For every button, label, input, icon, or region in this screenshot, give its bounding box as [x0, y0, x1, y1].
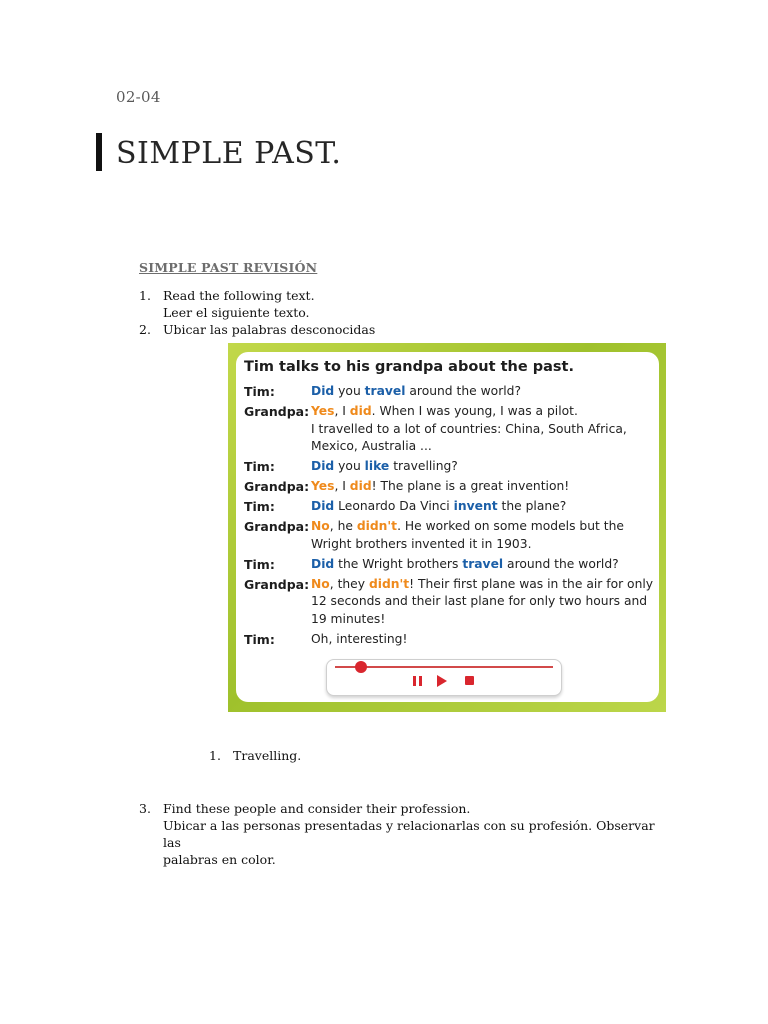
dialogue-row [244, 556, 656, 574]
list-text: Ubicar las palabras desconocidas [163, 322, 376, 337]
list-number: 3. [139, 801, 151, 816]
dialogue-text: Leonardo Da Vinci [334, 499, 454, 513]
dialogue-line [311, 458, 458, 476]
highlight-question-word: travel [364, 384, 406, 398]
highlight-answer-word: didn't [356, 519, 398, 533]
highlight-question-word: Did [311, 499, 335, 513]
dialogue-text: you [334, 459, 365, 473]
speaker-label: Tim: [244, 631, 275, 647]
highlight-answer-word: No [311, 576, 330, 591]
highlight-question-word: invent [453, 499, 498, 513]
dialogue-line [311, 631, 407, 649]
dialogue-row [244, 458, 656, 476]
dialogue-card [236, 352, 659, 702]
dialogue-text: Oh, interesting! [311, 631, 408, 646]
highlight-answer-word: No [311, 519, 330, 533]
highlight-answer-word: Yes [311, 479, 335, 493]
dialogue-text: , I [334, 479, 350, 493]
sub-list-item-1 [209, 747, 509, 765]
dialogue-line [311, 518, 624, 553]
highlight-answer-word: didn't [368, 576, 410, 591]
speaker-label: Grandpa: [244, 479, 310, 494]
dialogue-line [311, 556, 619, 574]
date-label: 02-04 [116, 88, 161, 106]
page-title: SIMPLE PAST. [116, 136, 342, 171]
dialogue-text: you [334, 384, 365, 398]
dialogue-text: ! Their first plane was in the air for only 12 seconds and their last plane for only two hours and 19 minutes! [311, 576, 654, 626]
dialogue-line [311, 478, 569, 496]
dialogue-text: , he [329, 519, 357, 533]
highlight-question-word: like [364, 459, 390, 473]
audio-player [326, 659, 562, 696]
dialogue-text: . When I was young, I was a pilot. I travelled to a lot of countries: China, South Africa, Mexico, Australia ... [311, 404, 627, 453]
dialogue-text: , I [334, 404, 350, 418]
highlight-question-word: Did [311, 459, 335, 473]
dialogue-line [311, 498, 566, 516]
dialogue-title: Tim talks to his grandpa about the past. [244, 359, 574, 375]
speaker-label: Grandpa: [244, 519, 310, 534]
dialogue-text: ! The plane is a great invention! [371, 479, 570, 493]
list-text: Find these people and consider their profession. Ubicar a las personas presentadas y relacionarlas con su profesión. Observar las palabras en color. [163, 801, 655, 867]
list-item-1 [139, 287, 539, 323]
dialogue-text: around the world? [503, 556, 619, 571]
dialogue-line [311, 403, 627, 456]
dialogue-text: the Wright brothers [334, 556, 463, 571]
section-heading: SIMPLE PAST REVISIÓN [139, 260, 318, 275]
dialogue-row [244, 576, 656, 629]
speaker-label: Grandpa: [244, 404, 310, 419]
pause-icon[interactable] [413, 676, 423, 686]
speaker-label: Grandpa: [244, 576, 310, 592]
dialogue-text: , they [329, 576, 369, 591]
speaker-label: Tim: [244, 459, 275, 474]
highlight-question-word: Did [311, 556, 335, 571]
list-number: 2. [139, 322, 151, 337]
highlight-question-word: Did [311, 384, 335, 398]
highlight-question-word: travel [462, 556, 504, 571]
dialogue-line [311, 383, 521, 401]
list-item-2 [139, 321, 539, 339]
list-number: 1. [139, 288, 151, 303]
dialogue-row [244, 478, 656, 496]
dialogue-row [244, 383, 656, 401]
dialogue-text: around the world? [405, 384, 521, 398]
dialogue-row [244, 631, 656, 649]
list-item-3 [139, 800, 679, 867]
play-icon[interactable] [437, 675, 447, 687]
title-accent-bar [96, 133, 102, 171]
dialogue-row [244, 403, 656, 456]
dialogue-text: the plane? [497, 499, 567, 513]
list-text: Read the following text. Leer el siguiente texto. [163, 288, 315, 320]
speaker-label: Tim: [244, 556, 275, 572]
list-text: Travelling. [233, 748, 302, 763]
stop-icon[interactable] [465, 676, 474, 685]
dialogue-line [311, 576, 653, 629]
highlight-answer-word: did [349, 404, 372, 418]
highlight-answer-word: did [349, 479, 372, 493]
dialogue-row [244, 498, 656, 516]
list-number: 1. [209, 748, 221, 763]
dialogue-text: . He worked on some models but the Wright brothers invented it in 1903. [311, 519, 624, 551]
audio-progress-track[interactable] [335, 666, 553, 668]
speaker-label: Tim: [244, 499, 275, 514]
highlight-answer-word: Yes [311, 404, 335, 418]
dialogue-illustration [228, 343, 666, 712]
speaker-label: Tim: [244, 384, 275, 399]
dialogue-text: travelling? [389, 459, 458, 473]
dialogue-list [244, 383, 656, 651]
dialogue-row [244, 518, 656, 553]
audio-progress-knob[interactable] [355, 661, 367, 673]
